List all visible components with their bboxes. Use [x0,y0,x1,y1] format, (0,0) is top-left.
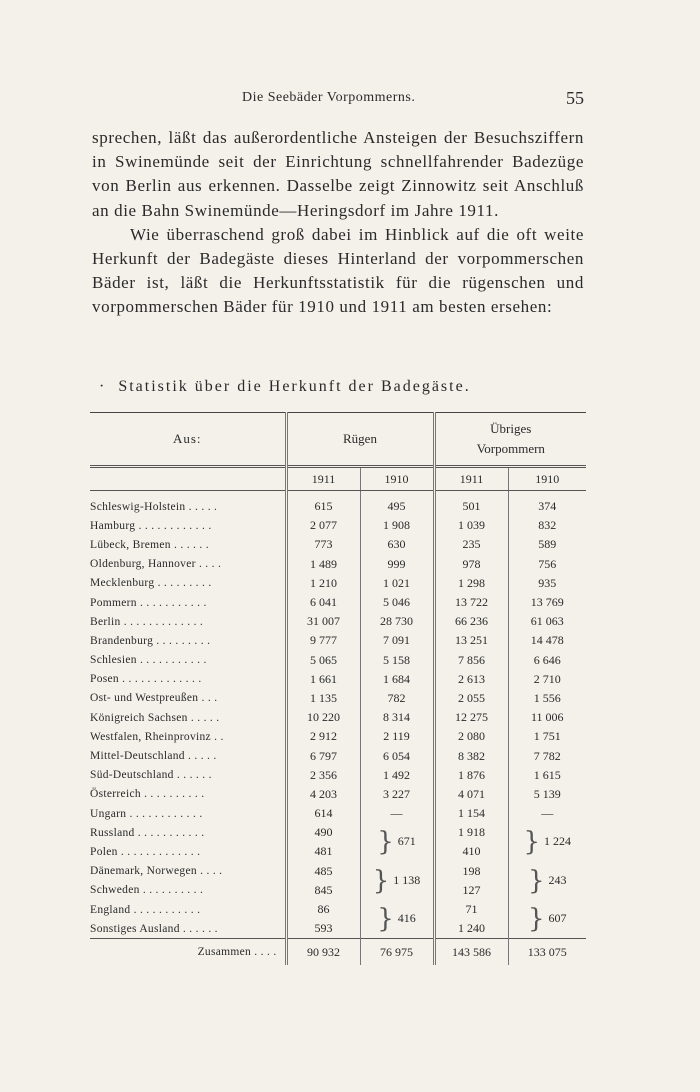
cell-vorpommern-1911: 978 [434,555,508,574]
row-label: Pommern . . . . . . . . . . . [90,596,207,609]
combined-value: 607 [548,910,567,925]
row-label: Berlin . . . . . . . . . . . . . [90,615,204,628]
cell-ruegen-1910-combined [360,900,434,939]
cell-vorpommern-1911: 127 [434,881,508,900]
row-label: England . . . . . . . . . . . [90,903,201,916]
paragraph-2: Wie überraschend groß dabei im Hinblick auf die oft weite Herkunft der Badegäste dieses Hinterland der vorpommerschen Bäder ist, läßt die Herkunftsstatistik für die rügenschen und vorpommerschen Bäder für 1910 und 1911 am besten ersehen: [92,224,584,317]
cell-vorpommern-1910-combined [508,900,586,939]
cell-ruegen-1911: 5 065 [286,651,360,670]
cell-vorpommern-1911: 2 613 [434,670,508,689]
cell-ruegen-1910: 782 [360,689,434,708]
table-row [90,689,586,708]
table-heading-text: Statistik über die Herkunft der Badegäste. [118,378,471,395]
row-label: Mecklenburg . . . . . . . . . [90,577,212,590]
header-aus: Aus: [90,413,286,467]
total-label: Zusammen . . . . [90,939,286,966]
cell-vorpommern-1911: 71 [434,900,508,919]
row-label: Westfalen, Rheinprovinz . . [90,730,224,743]
cell-ruegen-1911: 2 356 [286,766,360,785]
cell-ruegen-1911: 10 220 [286,708,360,727]
row-label: Schweden . . . . . . . . . . [90,884,204,897]
row-label: Brandenburg . . . . . . . . . [90,634,211,647]
total-ruegen-1911: 90 932 [286,939,360,966]
table-row [90,574,586,593]
combined-value: 243 [548,872,567,887]
cell-vorpommern-1911: 1 298 [434,574,508,593]
table-row [90,823,586,842]
cell-vorpommern-1911: 2 080 [434,727,508,746]
cell-vorpommern-1910-combined [508,823,586,861]
cell-vorpommern-1910: 5 139 [508,785,586,804]
running-header [92,88,584,110]
cell-vorpommern-1911: 1 154 [434,804,508,823]
cell-ruegen-1911: 845 [286,881,360,900]
row-label: Oldenburg, Hannover . . . . [90,558,222,571]
year-header: 1910 [360,467,434,491]
table-row [90,612,586,631]
running-title: Die Seebäder Vorpommerns. [242,90,416,105]
row-label: Russland . . . . . . . . . . . [90,826,205,839]
total-row [90,939,586,966]
table-row [90,727,586,746]
cell-ruegen-1910: — [360,804,434,823]
table-row [90,785,586,804]
cell-ruegen-1911: 1 135 [286,689,360,708]
cell-ruegen-1910: 28 730 [360,612,434,631]
cell-ruegen-1910: 1 908 [360,516,434,535]
brace-icon: } [527,865,545,896]
cell-ruegen-1911: 31 007 [286,612,360,631]
cell-ruegen-1911: 1 489 [286,555,360,574]
table-row [90,862,586,881]
cell-vorpommern-1910: 832 [508,516,586,535]
table-row [90,804,586,823]
row-label: Posen . . . . . . . . . . . . . [90,673,202,686]
cell-ruegen-1911: 593 [286,919,360,939]
cell-vorpommern-1911: 2 055 [434,689,508,708]
cell-vorpommern-1910: 1 615 [508,766,586,785]
combined-value: 671 [397,834,416,849]
cell-vorpommern-1911: 1 240 [434,919,508,939]
header-vorpommern [434,413,586,467]
row-label: Österreich . . . . . . . . . . [90,788,205,801]
row-label: Ungarn . . . . . . . . . . . . [90,807,203,820]
cell-ruegen-1910: 2 119 [360,727,434,746]
cell-ruegen-1911: 6 041 [286,593,360,612]
brace-icon: } [377,827,394,858]
table-row [90,708,586,727]
cell-ruegen-1911: 86 [286,900,360,919]
origin-statistics-table [90,412,586,965]
cell-ruegen-1910: 5 158 [360,651,434,670]
cell-vorpommern-1910: 1 751 [508,727,586,746]
table-row [90,900,586,919]
combined-value: 1 224 [544,834,572,849]
paragraph-1: sprechen, läßt das außerordentliche Ansteigen der Besuchsziffern in Swinemünde seit der Einrichtung schnellfahrender Badezüge von Berlin aus erkennen. Dasselbe zeigt Zinnowitz seit Anschluß an die Bahn Swinemünde—Heringsdorf im Jahre 1911. [92,128,584,220]
cell-vorpommern-1910: 11 006 [508,708,586,727]
cell-vorpommern-1910: 6 646 [508,651,586,670]
table-row [90,651,586,670]
table-row [90,670,586,689]
header-ruegen: Rügen [286,413,434,467]
body-text [92,126,584,320]
cell-vorpommern-1911: 1 918 [434,823,508,842]
year-header: 1911 [286,467,360,491]
cell-ruegen-1910: 630 [360,535,434,554]
cell-ruegen-1910: 999 [360,555,434,574]
cell-vorpommern-1911: 1 039 [434,516,508,535]
cell-vorpommern-1911: 410 [434,842,508,861]
row-label: Mittel-Deutschland . . . . . [90,750,217,763]
cell-ruegen-1910: 3 227 [360,785,434,804]
cell-ruegen-1911: 614 [286,804,360,823]
page-number: 55 [566,88,584,108]
cell-ruegen-1910: 6 054 [360,746,434,765]
brace-icon: } [377,904,394,935]
cell-ruegen-1911: 615 [286,491,360,517]
row-label: Königreich Sachsen . . . . . [90,711,220,724]
cell-ruegen-1911: 2 912 [286,727,360,746]
cell-vorpommern-1911: 501 [434,491,508,517]
row-label: Polen . . . . . . . . . . . . . [90,845,201,858]
table-row [90,631,586,650]
cell-ruegen-1910: 5 046 [360,593,434,612]
brace-icon: } [527,904,545,935]
cell-vorpommern-1910: 14 478 [508,631,586,650]
cell-ruegen-1911: 490 [286,823,360,842]
table-row [90,491,586,517]
cell-ruegen-1910: 1 684 [360,670,434,689]
row-label: Lübeck, Bremen . . . . . . [90,538,209,551]
total-vorpommern-1910: 133 075 [508,939,586,966]
header-vorpommern-line1: Übriges [490,421,532,436]
row-label: Schlesien . . . . . . . . . . . [90,654,207,667]
combined-value: 416 [397,910,416,925]
cell-vorpommern-1911: 12 275 [434,708,508,727]
table-row [90,555,586,574]
cell-vorpommern-1911: 8 382 [434,746,508,765]
cell-vorpommern-1911: 1 876 [434,766,508,785]
cell-ruegen-1910: 1 021 [360,574,434,593]
header-vorpommern-line2: Vorpommern [476,441,545,456]
cell-ruegen-1911: 2 077 [286,516,360,535]
cell-vorpommern-1910: 756 [508,555,586,574]
table-row [90,766,586,785]
table-row [90,535,586,554]
cell-ruegen-1911: 1 661 [286,670,360,689]
cell-ruegen-1910: 8 314 [360,708,434,727]
cell-ruegen-1911: 1 210 [286,574,360,593]
combined-value: 1 138 [393,872,421,887]
cell-ruegen-1911: 9 777 [286,631,360,650]
cell-vorpommern-1910: 935 [508,574,586,593]
cell-vorpommern-1910: 589 [508,535,586,554]
year-header: 1911 [434,467,508,491]
cell-vorpommern-1910-combined [508,862,586,900]
heading-dot: · [99,378,107,395]
cell-vorpommern-1911: 13 722 [434,593,508,612]
row-label: Süd-Deutschland . . . . . . [90,769,212,782]
cell-vorpommern-1911: 235 [434,535,508,554]
cell-vorpommern-1910: 61 063 [508,612,586,631]
brace-icon: } [523,827,541,858]
cell-vorpommern-1911: 13 251 [434,631,508,650]
cell-ruegen-1910: 7 091 [360,631,434,650]
row-label: Dänemark, Norwegen . . . . [90,865,223,878]
cell-ruegen-1911: 6 797 [286,746,360,765]
cell-vorpommern-1910: 13 769 [508,593,586,612]
cell-vorpommern-1910: 7 782 [508,746,586,765]
cell-vorpommern-1911: 198 [434,862,508,881]
cell-ruegen-1910: 1 492 [360,766,434,785]
table-row [90,746,586,765]
row-label: Schleswig-Holstein . . . . . [90,500,218,513]
cell-ruegen-1910-combined [360,823,434,861]
table-row [90,516,586,535]
row-label: Sonstiges Ausland . . . . . . [90,922,218,935]
cell-vorpommern-1910: 374 [508,491,586,517]
cell-vorpommern-1911: 7 856 [434,651,508,670]
table-heading [99,378,589,396]
cell-ruegen-1911: 481 [286,842,360,861]
cell-vorpommern-1911: 66 236 [434,612,508,631]
table-row [90,593,586,612]
cell-ruegen-1911: 773 [286,535,360,554]
cell-vorpommern-1910: 1 556 [508,689,586,708]
brace-icon: } [372,865,390,896]
cell-vorpommern-1910: 2 710 [508,670,586,689]
year-header: 1910 [508,467,586,491]
row-label: Ost- und Westpreußen . . . [90,692,218,705]
total-vorpommern-1911: 143 586 [434,939,508,966]
cell-ruegen-1911: 4 203 [286,785,360,804]
header-empty [90,467,286,491]
total-ruegen-1910: 76 975 [360,939,434,966]
cell-ruegen-1911: 485 [286,862,360,881]
cell-vorpommern-1911: 4 071 [434,785,508,804]
row-label: Hamburg . . . . . . . . . . . . [90,519,212,532]
cell-ruegen-1910-combined [360,862,434,900]
cell-vorpommern-1910: — [508,804,586,823]
cell-ruegen-1910: 495 [360,491,434,517]
